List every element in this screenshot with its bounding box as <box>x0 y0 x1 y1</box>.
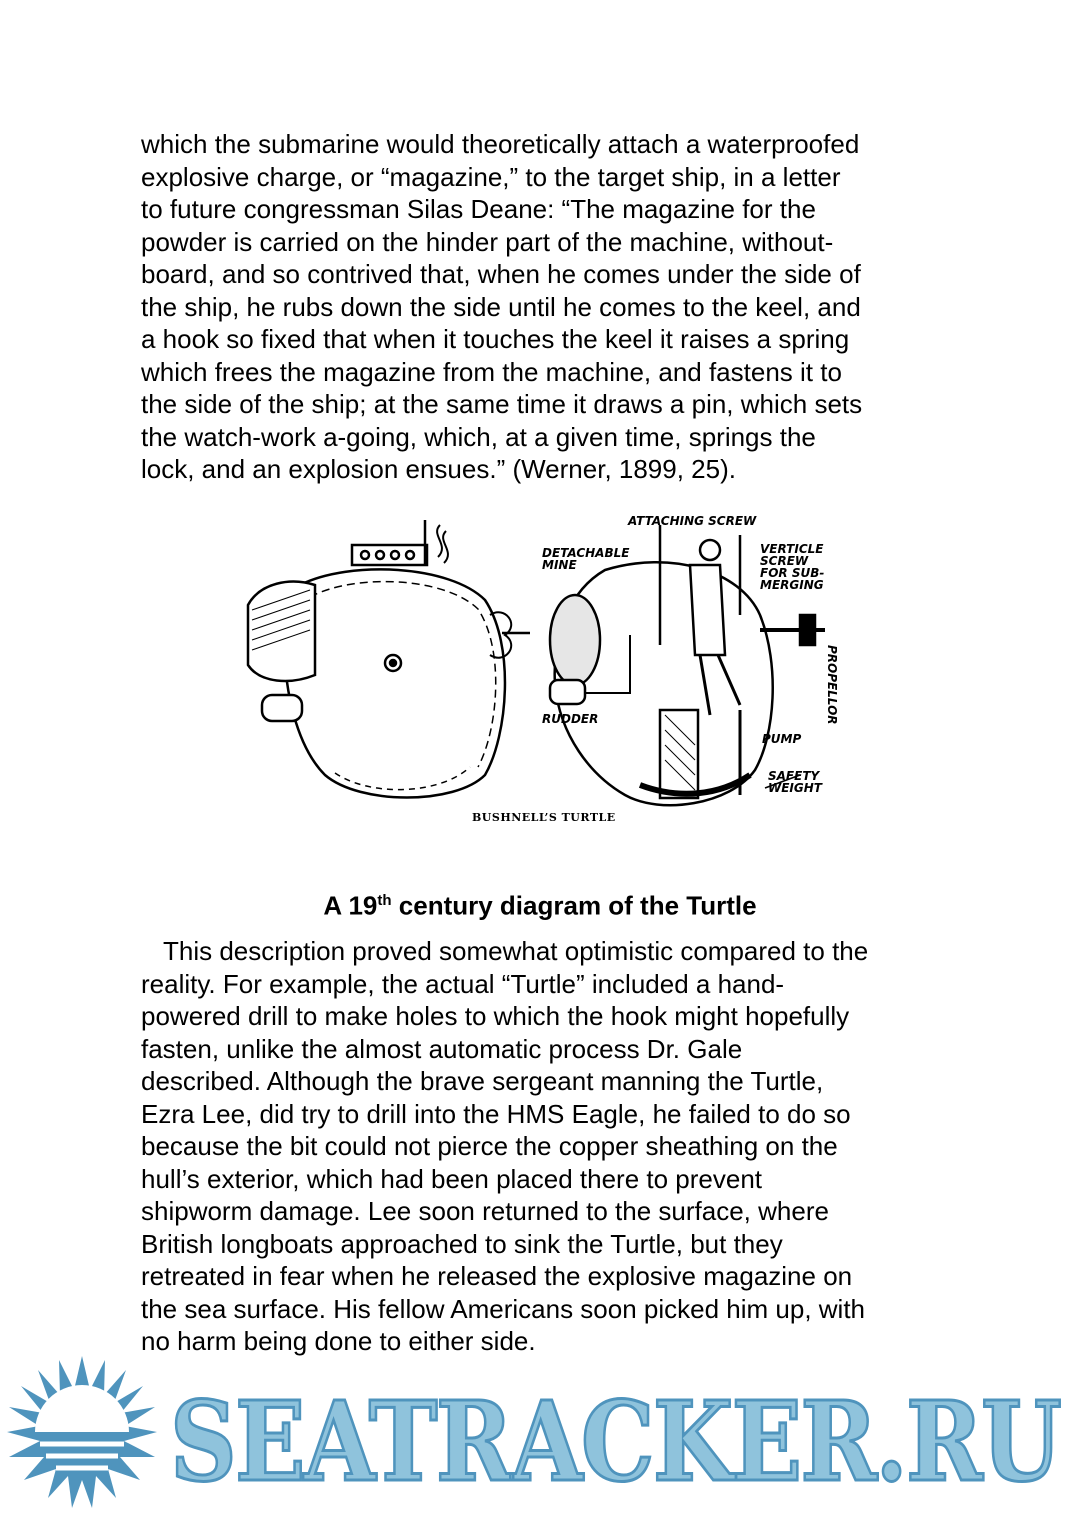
caption-superscript: th <box>377 892 392 909</box>
text-line: reality. For example, the actual “Turtle” included a hand- <box>141 968 785 999</box>
text-line: because the bit could not pierce the copper sheathing on the <box>141 1131 838 1161</box>
caption-prefix: A 19 <box>323 890 378 921</box>
paragraph-2 <box>141 935 941 1358</box>
turtle-exterior-drawing <box>248 520 530 798</box>
text-line: no harm being done to either side. <box>141 1326 536 1356</box>
text-line: lock, and an explosion ensues.” (Werner, 1899, 25). <box>141 454 736 484</box>
label-verticle: VERTICLE <box>760 542 824 556</box>
text-line: shipworm damage. Lee soon returned to the surface, where <box>141 1196 829 1226</box>
text-line: which frees the magazine from the machine, and fastens it to <box>141 356 842 387</box>
text-line: the sea surface. His fellow Americans soon picked him up, with <box>141 1293 866 1324</box>
label-attaching-screw: ATTACHING SCREW <box>628 514 757 528</box>
sun-logo-icon <box>7 1356 157 1508</box>
text-line: board, and so contrived that, when he comes under the side of <box>141 259 861 289</box>
text-line: the watch-work a-going, which, at a given time, springs the <box>141 421 816 452</box>
turtle-diagram <box>240 505 840 850</box>
label-screw: SCREW <box>760 554 809 568</box>
text-line: retreated in fear when he released the explosive magazine on <box>141 1261 853 1291</box>
text-line: Ezra Lee, did try to drill into the HMS Eagle, he failed to do so <box>141 1098 851 1129</box>
text-line: This description proved somewhat optimistic compared to the <box>163 936 869 966</box>
text-line: explosive charge, or “magazine,” to the target ship, in a letter <box>141 161 841 192</box>
label-propellor: PROPELLOR <box>825 645 839 725</box>
text-line: powered drill to make holes to which the hook might hopefully <box>141 1001 850 1031</box>
text-line: which the submarine would theoretically attach a waterproofed <box>141 129 860 159</box>
label-rudder: RUDDER <box>542 712 599 726</box>
label-pump: PUMP <box>762 732 802 746</box>
figure-caption: BUSHNELL’S TURTLE <box>472 811 616 824</box>
watermark-text: SEATRACKER.RU <box>170 1377 1061 1506</box>
label-merging: MERGING <box>760 578 824 592</box>
text-line: fasten, unlike the almost automatic process Dr. Gale <box>141 1033 743 1064</box>
text-line: a hook so fixed that when it touches the keel it raises a spring <box>141 324 850 354</box>
figure-title <box>0 885 1080 922</box>
paragraph-1 <box>141 128 941 486</box>
caption-suffix: century diagram of the Turtle <box>391 890 757 921</box>
text-line: the side of the ship; at the same time it draws a pin, which sets <box>141 389 863 419</box>
text-line: to future congressman Silas Deane: “The magazine for the <box>141 194 816 224</box>
seatracker-watermark <box>0 1352 1080 1513</box>
text-line: British longboats approached to sink the Turtle, but they <box>141 1228 783 1259</box>
text-line: the ship, he rubs down the side until he comes to the keel, and <box>141 291 861 322</box>
label-weight: WEIGHT <box>768 781 822 795</box>
text-line: hull’s exterior, which had been placed there to prevent <box>141 1163 763 1194</box>
text-line: described. Although the brave sergeant manning the Turtle, <box>141 1066 824 1096</box>
label-mine: MINE <box>542 558 577 572</box>
label-detachable: DETACHABLE <box>542 546 630 560</box>
text-line: powder is carried on the hinder part of the machine, without- <box>141 226 834 257</box>
label-for-sub: FOR SUB- <box>760 566 825 580</box>
label-safety: SAFETY <box>768 769 820 783</box>
